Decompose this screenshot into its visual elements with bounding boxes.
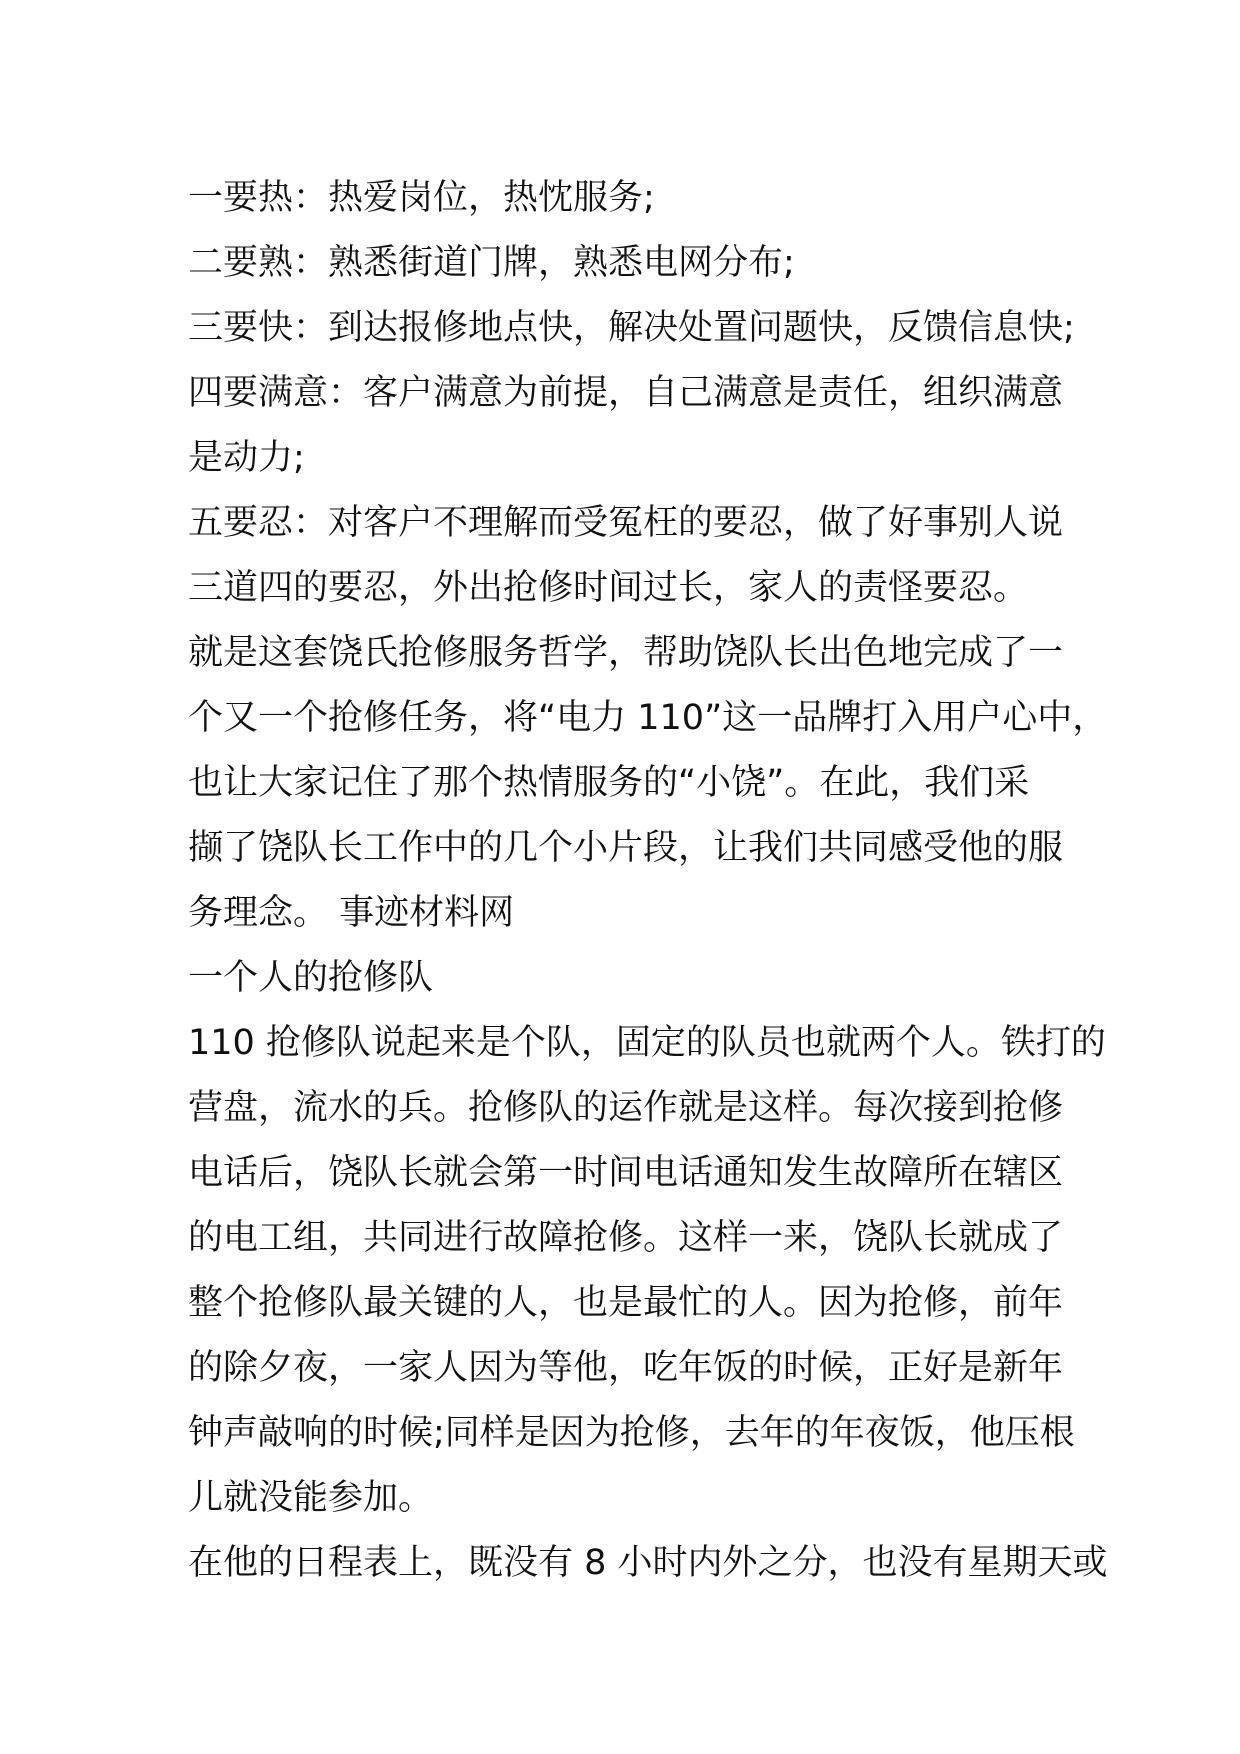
text-line-rule-4-cont: 是动力; (188, 438, 305, 478)
text-line-paragraph: 的电工组，共同进行故障抢修。这样一来，饶队长就成了 (188, 1218, 1064, 1258)
text-line-paragraph: 钟声敲响的时候;同样是因为抢修，去年的年夜饭，他压根 (188, 1413, 1075, 1453)
text-line-rule-5-cont: 三道四的要忍，外出抢修时间过长，家人的责怪要忍。 (188, 568, 1029, 608)
text-line-paragraph: 撷了饶队长工作中的几个小片段，让我们共同感受他的服 (188, 828, 1064, 868)
text-line-paragraph: 也让大家记住了那个热情服务的“小饶”。在此，我们采 (188, 763, 1030, 803)
text-line-rule-4: 四要满意：客户满意为前提，自己满意是责任，组织满意 (188, 373, 1064, 413)
text-line-rule-1: 一要热：热爱岗位，热忱服务; (188, 178, 655, 218)
text-line-paragraph: 儿就没能参加。 (188, 1478, 434, 1518)
text-line-paragraph: 就是这套饶氏抢修服务哲学，帮助饶队长出色地完成了一 (188, 633, 1064, 673)
document-body (188, 166, 1108, 1596)
text-line-paragraph: 在他的日程表上，既没有 8 小时内外之分，也没有星期天或 (188, 1543, 1108, 1583)
text-line-paragraph: 整个抢修队最关键的人，也是最忙的人。因为抢修，前年 (188, 1283, 1064, 1323)
text-line-rule-2: 二要熟：熟悉街道门牌，熟悉电网分布; (188, 243, 795, 283)
text-line-rule-5: 五要忍：对客户不理解而受冤枉的要忍，做了好事别人说 (188, 503, 1064, 543)
section-heading: 一个人的抢修队 (188, 958, 434, 998)
text-line-paragraph: 务理念。 事迹材料网 (188, 893, 515, 933)
text-line-paragraph: 个又一个抢修任务，将“电力 110”这一品牌打入用户心中， (188, 698, 1108, 738)
text-line-paragraph: 的除夕夜，一家人因为等他，吃年饭的时候，正好是新年 (188, 1348, 1064, 1388)
text-line-paragraph: 110 抢修队说起来是个队，固定的队员也就两个人。铁打的 (188, 1023, 1106, 1063)
text-line-paragraph: 电话后，饶队长就会第一时间电话通知发生故障所在辖区 (188, 1153, 1064, 1193)
text-line-rule-3: 三要快：到达报修地点快，解决处置问题快，反馈信息快; (188, 308, 1075, 348)
text-line-paragraph: 营盘，流水的兵。抢修队的运作就是这样。每次接到抢修 (188, 1088, 1064, 1128)
